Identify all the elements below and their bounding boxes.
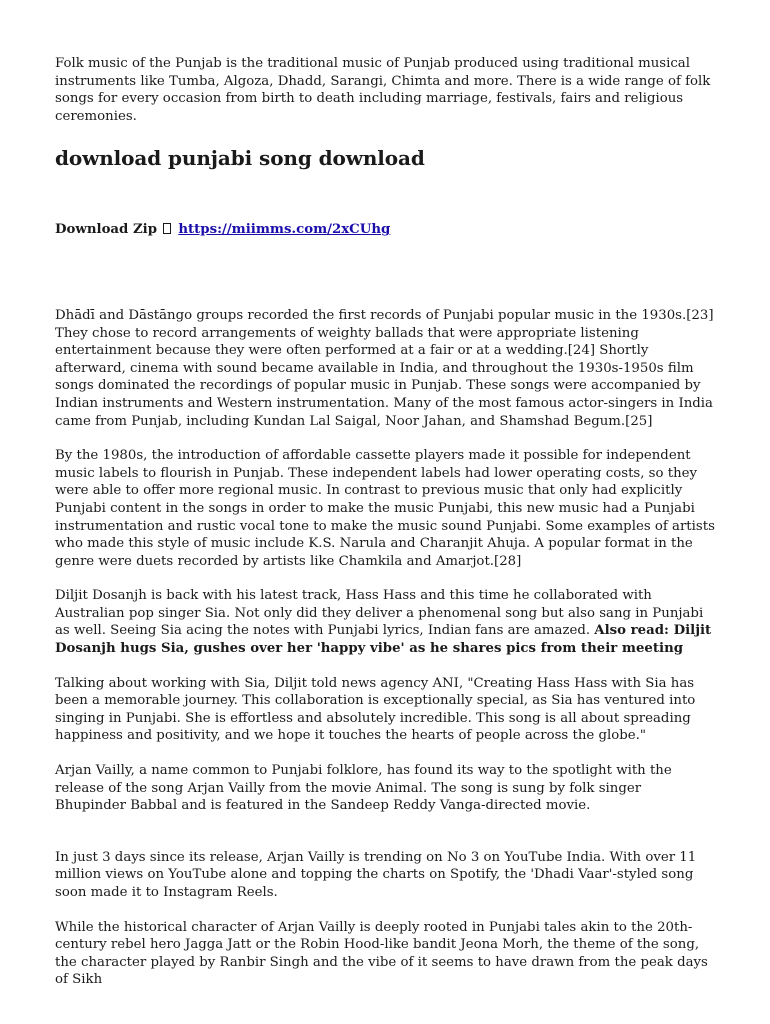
paragraph-arjan-vailly: Arjan Vailly, a name common to Punjabi folklore, has found its way to the spotlight with the release of the song Arjan Vailly from the movie Animal. The song is sung by folk singer Bhupinder Babbal and is featured in the Sandeep Reddy Vanga-directed movie. (55, 763, 672, 814)
paragraph-diljit (55, 587, 715, 657)
missing-glyph-icon (163, 223, 171, 234)
page-title: download punjabi song download (55, 146, 425, 171)
paragraph-history: Dhādī and Dāstāngo groups recorded the first records of Punjabi popular music in the 1930s.[23] They chose to record arrangements of weighty ballads that were appropriate listening entertainment because they were often performed at a fair or at a wedding.[24] Shortly afterward, cinema with sound became available in India, and throughout the 1930s-1950s film songs dominated the recordings of popular music in Punjab. These songs were accompanied by Indian instruments and Western instrumentation. Many of the most famous actor-singers in India came from Punjab, including Kundan Lal Saigal, Noor Jahan, and Shamshad Begum.[25] (55, 307, 714, 429)
download-link[interactable]: https://miimms.com/2xCUhg (178, 222, 391, 238)
download-label: Download Zip (55, 222, 158, 238)
document-page (55, 55, 715, 1006)
also-read-text: Also read: Diljit Dosanjh hugs Sia, gushes over her 'happy vibe' as he shares pics from their meeting (55, 623, 712, 657)
paragraph-quote: Talking about working with Sia, Diljit told news agency ANI, "Creating Hass Hass with Sia has been a memorable journey. This collaboration is exceptionally special, as Sia has ventured into singing in Punjabi. She is effortless and absolutely incredible. This song is all about spreading happiness and positivity, and we hope it touches the hearts of people across the globe." (55, 675, 696, 744)
paragraph-1980s: By the 1980s, the introduction of affordable cassette players made it possible for independent music labels to flourish in Punjab. These independent labels had lower operating costs, so they were able to offer more regional music. In contrast to previous music that only had explicitly Punjabi content in the songs in order to make the music Punjabi, this new music had a Punjabi instrumentation and rustic vocal tone to make the music sound Punjabi. Some examples of artists who made this style of music include K.S. Narula and Charanjit Ahuja. A popular format in the genre were duets recorded by artists like Chamkila and Amarjot.[28] (55, 448, 715, 569)
paragraph-trending: In just 3 days since its release, Arjan Vailly is trending on No 3 on YouTube India. With over 11 million views on YouTube alone and topping the charts on Spotify, the 'Dhadi Vaar'-styled song soon made it to Instagram Reels. (55, 849, 697, 900)
intro-paragraph: Folk music of the Punjab is the traditional music of Punjab produced using traditional musical instruments like Tumba, Algoza, Dhadd, Sarangi, Chimta and more. There is a wide range of folk songs for every occasion from birth to death including marriage, festivals, fairs and religious ceremonies. (55, 56, 711, 124)
paragraph-historical: While the historical character of Arjan Vailly is deeply rooted in Punjabi tales akin to the 20th-century rebel hero Jagga Jatt or the Robin Hood-like bandit Jeona Morh, the theme of the song, the character played by Ranbir Singh and the vibe of it seems to have drawn from the peak days of Sikh (55, 919, 708, 988)
paragraph-diljit-text: Diljit Dosanjh is back with his latest track, Hass Hass and this time he collaborated with Australian pop singer Sia. Not only did they deliver a phenomenal song but also sang in Punjabi as well. Seeing Sia acing the notes with Punjabi lyrics, Indian fans are amazed. (55, 588, 704, 639)
download-line (55, 221, 715, 239)
